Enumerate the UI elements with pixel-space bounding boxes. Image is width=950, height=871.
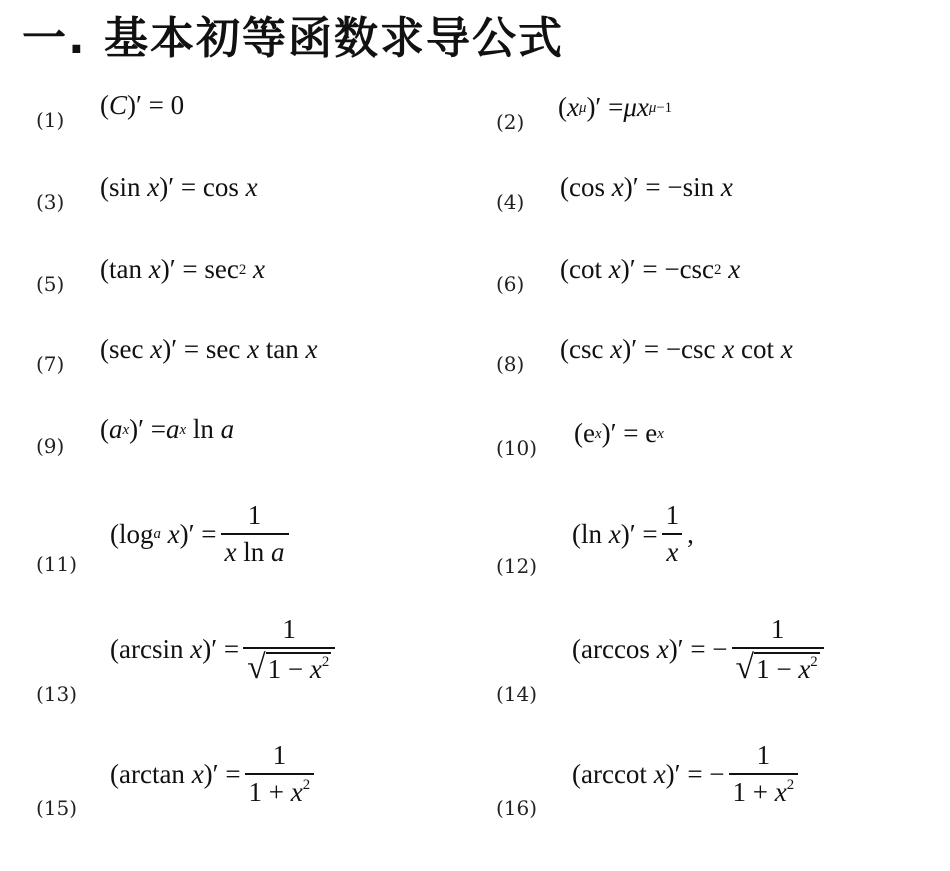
formula-number-14: (14) — [496, 682, 538, 706]
formula-12: (ln x )′ = $\frac{1}{x}$ , — [572, 500, 694, 567]
formula-number-16: (16) — [496, 796, 538, 820]
formula-9: ( a x )′ = a x ln a — [100, 414, 235, 444]
formula-1: ( C )′ = 0 — [100, 90, 185, 120]
formula-number-13: (13) — [36, 682, 78, 706]
formula-8: (csc x )′ = −csc x cot x — [560, 334, 793, 364]
formula-16: (arccot x )′ = − $\frac{1}{1 + x^2}$ — [572, 740, 802, 808]
formula-number-8: (8) — [496, 352, 525, 376]
formula-13: (arcsin x )′ = 1 √ $1 - x^2$ — [110, 614, 339, 685]
formula-7: (sec x )′ = sec x tan x — [100, 334, 318, 364]
formula-number-1: (1) — [36, 108, 65, 132]
fraction: $\frac{1}{x}$ — [662, 500, 684, 568]
formula-2: ( x μ )′ = μx μ−1 — [558, 92, 673, 122]
formula-11: (log a x )′ = $\frac{1}{\text{x ln a}}$ — [110, 500, 293, 568]
fraction: $\frac{1}{1 + x^2}$ — [729, 740, 799, 808]
formula-15: (arctan x )′ = $\frac{1}{1 + x^2}$ — [110, 740, 318, 808]
formula-number-2: (2) — [496, 110, 525, 134]
formula-number-11: (11) — [36, 552, 78, 576]
formula-6: (cot x )′ = −csc 2 x — [560, 254, 741, 284]
formula-number-15: (15) — [36, 796, 78, 820]
formula-14: (arccos x )′ = − 1 √ $1 - x^2$ — [572, 614, 828, 685]
formula-number-12: (12) — [496, 554, 538, 578]
formula-4: (cos x )′ = −sin x — [560, 172, 733, 202]
square-root: √ $1 - x^2$ — [735, 649, 818, 686]
formula-10: (e x )′ = e x — [574, 418, 664, 448]
formula-number-3: (3) — [36, 190, 65, 214]
page-title: 一. 基本初等函数求导公式 — [22, 13, 565, 64]
formula-number-4: (4) — [496, 190, 525, 214]
fraction: $\frac{1}{1 + x^2}$ — [245, 740, 315, 808]
formula-number-5: (5) — [36, 272, 65, 296]
fraction: 1 √ $1 - x^2$ — [243, 614, 335, 685]
formula-number-6: (6) — [496, 272, 525, 296]
fraction: 1 √ $1 - x^2$ — [732, 614, 824, 685]
square-root: √ $1 - x^2$ — [247, 649, 330, 686]
formula-number-9: (9) — [36, 434, 65, 458]
fraction: $\frac{1}{\text{x ln a}}$ — [221, 500, 289, 568]
formula-number-10: (10) — [496, 436, 538, 460]
formula-3: (sin x )′ = cos x — [100, 172, 258, 202]
formula-number-7: (7) — [36, 352, 65, 376]
formula-5: (tan x )′ = sec 2 x — [100, 254, 265, 284]
